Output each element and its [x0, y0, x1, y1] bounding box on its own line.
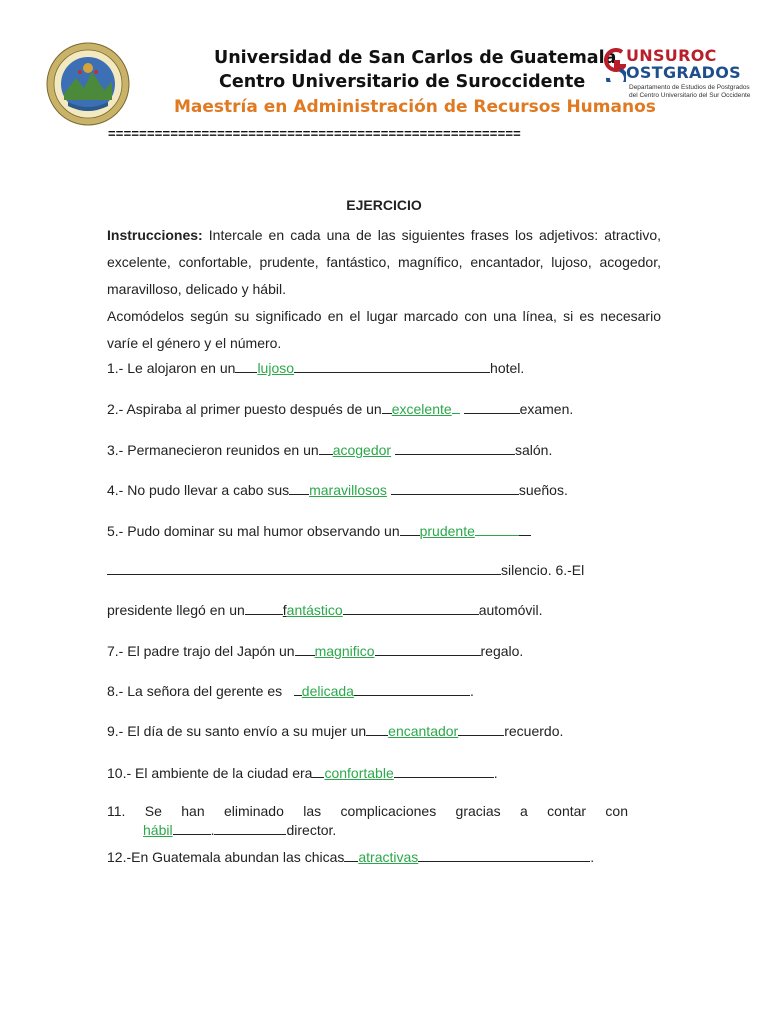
logo-caption-1: Departamento de Estudios de Postgrados [629, 84, 750, 91]
item-text: 2.- Aspiraba al primer puesto después de un [107, 401, 382, 417]
blank-line [107, 561, 501, 575]
blank-line [400, 522, 420, 536]
blank-line [519, 522, 531, 536]
item-text: automóvil. [478, 602, 543, 618]
answer: delicada [301, 683, 354, 699]
blank-line [475, 522, 519, 536]
exercise-item [107, 682, 474, 699]
blank-line [391, 481, 519, 495]
blank-line [294, 682, 302, 696]
item-text: salón. [514, 442, 553, 458]
blank-line [452, 400, 460, 414]
item-text: hotel. [490, 360, 525, 376]
exercise-title: EJERCICIO [346, 197, 422, 213]
item-text: examen. [519, 401, 574, 417]
instructions-paragraph-2: Acomódelos según su significado en el lugar marcado con una línea, si es necesario varíe el género y el número. [107, 308, 661, 351]
item-text: 5.- Pudo dominar su mal humor observando un [107, 523, 400, 539]
exercise-item [107, 522, 531, 539]
program-name: Maestría en Administración de Recursos Humanos [174, 97, 656, 117]
instructions-label: Instrucciones: [107, 227, 203, 243]
blank-line [312, 764, 324, 778]
instructions-paragraph [107, 222, 661, 303]
blank-line [375, 642, 481, 656]
answer: magnifico [314, 643, 375, 659]
center-name: Centro Universitario de Suroccidente [219, 72, 586, 92]
blank-line [214, 821, 286, 835]
item-text: 8.- La señora del gerente es [107, 683, 283, 699]
exercise-item [107, 359, 524, 376]
item-text: 12.-En Guatemala abundan las chicas [107, 849, 345, 865]
exercise-item [107, 400, 573, 417]
item-text: . [469, 683, 474, 699]
item-text: sueños. [518, 482, 568, 498]
item-text: . [493, 765, 498, 781]
answer: confortable [324, 765, 394, 781]
blank-line [394, 764, 494, 778]
item-text: presidente llegó en un [107, 602, 245, 618]
item-text: silencio. 6.-El [501, 562, 585, 578]
blank-line [295, 642, 315, 656]
logo-line-2: OSTGRADOS [626, 63, 741, 82]
item-text: director. [286, 822, 337, 838]
exercise-item [107, 441, 552, 458]
item-text: recuerdo. [504, 723, 564, 739]
item-text: 3.- Permanecieron reunidos en un [107, 442, 319, 458]
answer: encantador [388, 723, 459, 739]
item-text: 10.- El ambiente de la ciudad era [107, 765, 313, 781]
blank-line [344, 848, 358, 862]
gear-logo-icon [604, 48, 626, 82]
university-name: Universidad de San Carlos de Guatemala [214, 48, 617, 68]
exercise-item [107, 848, 594, 865]
blank-line [294, 359, 490, 373]
blank-line [343, 601, 479, 615]
blank-line [235, 359, 257, 373]
exercise-item [107, 481, 568, 498]
answer: maravillosos [309, 482, 387, 498]
answer: lujoso [257, 360, 295, 376]
answer: atractivas [358, 849, 419, 865]
item-text: 1.- Le alojaron en un [107, 360, 236, 376]
item-text: regalo. [480, 643, 524, 659]
exercise-item: 11. Se han eliminado las complicaciones gracias a contar con [107, 803, 628, 819]
item-text: 4.- No pudo llevar a cabo sus [107, 482, 290, 498]
postgrados-logo [604, 46, 751, 104]
instructions-text: Intercale en cada una de las siguientes frases los adjetivos: atractivo, excelente, confortable, prudente, fantástico, magnífico, encantador, lujoso, acogedor, maravilloso, delicado y hábil. [107, 227, 661, 297]
blank-line [418, 848, 590, 862]
blank-line [289, 481, 309, 495]
blank-line [319, 441, 333, 455]
exercise-item [107, 642, 523, 659]
answer: acogedor [332, 442, 392, 458]
blank-line [395, 441, 515, 455]
answer: excelente [391, 401, 452, 417]
item-text: . [590, 849, 595, 865]
exercise-item [107, 722, 563, 739]
logo-line-1: UNSUROC [626, 46, 717, 65]
blank-line [354, 682, 470, 696]
blank-line [458, 722, 504, 736]
exercise-item [107, 601, 543, 618]
logo-caption-2: del Centro Universitario del Sur Occidente [629, 92, 751, 99]
exercise-item [107, 561, 584, 578]
header-divider: ===================================================== [108, 126, 521, 141]
blank-line [382, 400, 392, 414]
answer: antástico [286, 602, 343, 618]
blank-line [173, 821, 211, 835]
blank-line [245, 601, 283, 615]
blank-line [366, 722, 388, 736]
instructions-block [107, 222, 661, 357]
blank-line [464, 400, 520, 414]
item-text: 9.- El día de su santo envío a su mujer un [107, 723, 367, 739]
answer: prudente [419, 523, 475, 539]
exercise-item [107, 764, 498, 781]
answer-prefix: f [282, 602, 287, 618]
university-seal-icon [46, 42, 130, 126]
logo-caption [629, 84, 750, 100]
exercise-item-continuation: hábil . director. [143, 822, 337, 838]
item-text: 7.- El padre trajo del Japón un [107, 643, 295, 659]
document-header [0, 0, 768, 140]
answer: hábil [143, 822, 173, 838]
